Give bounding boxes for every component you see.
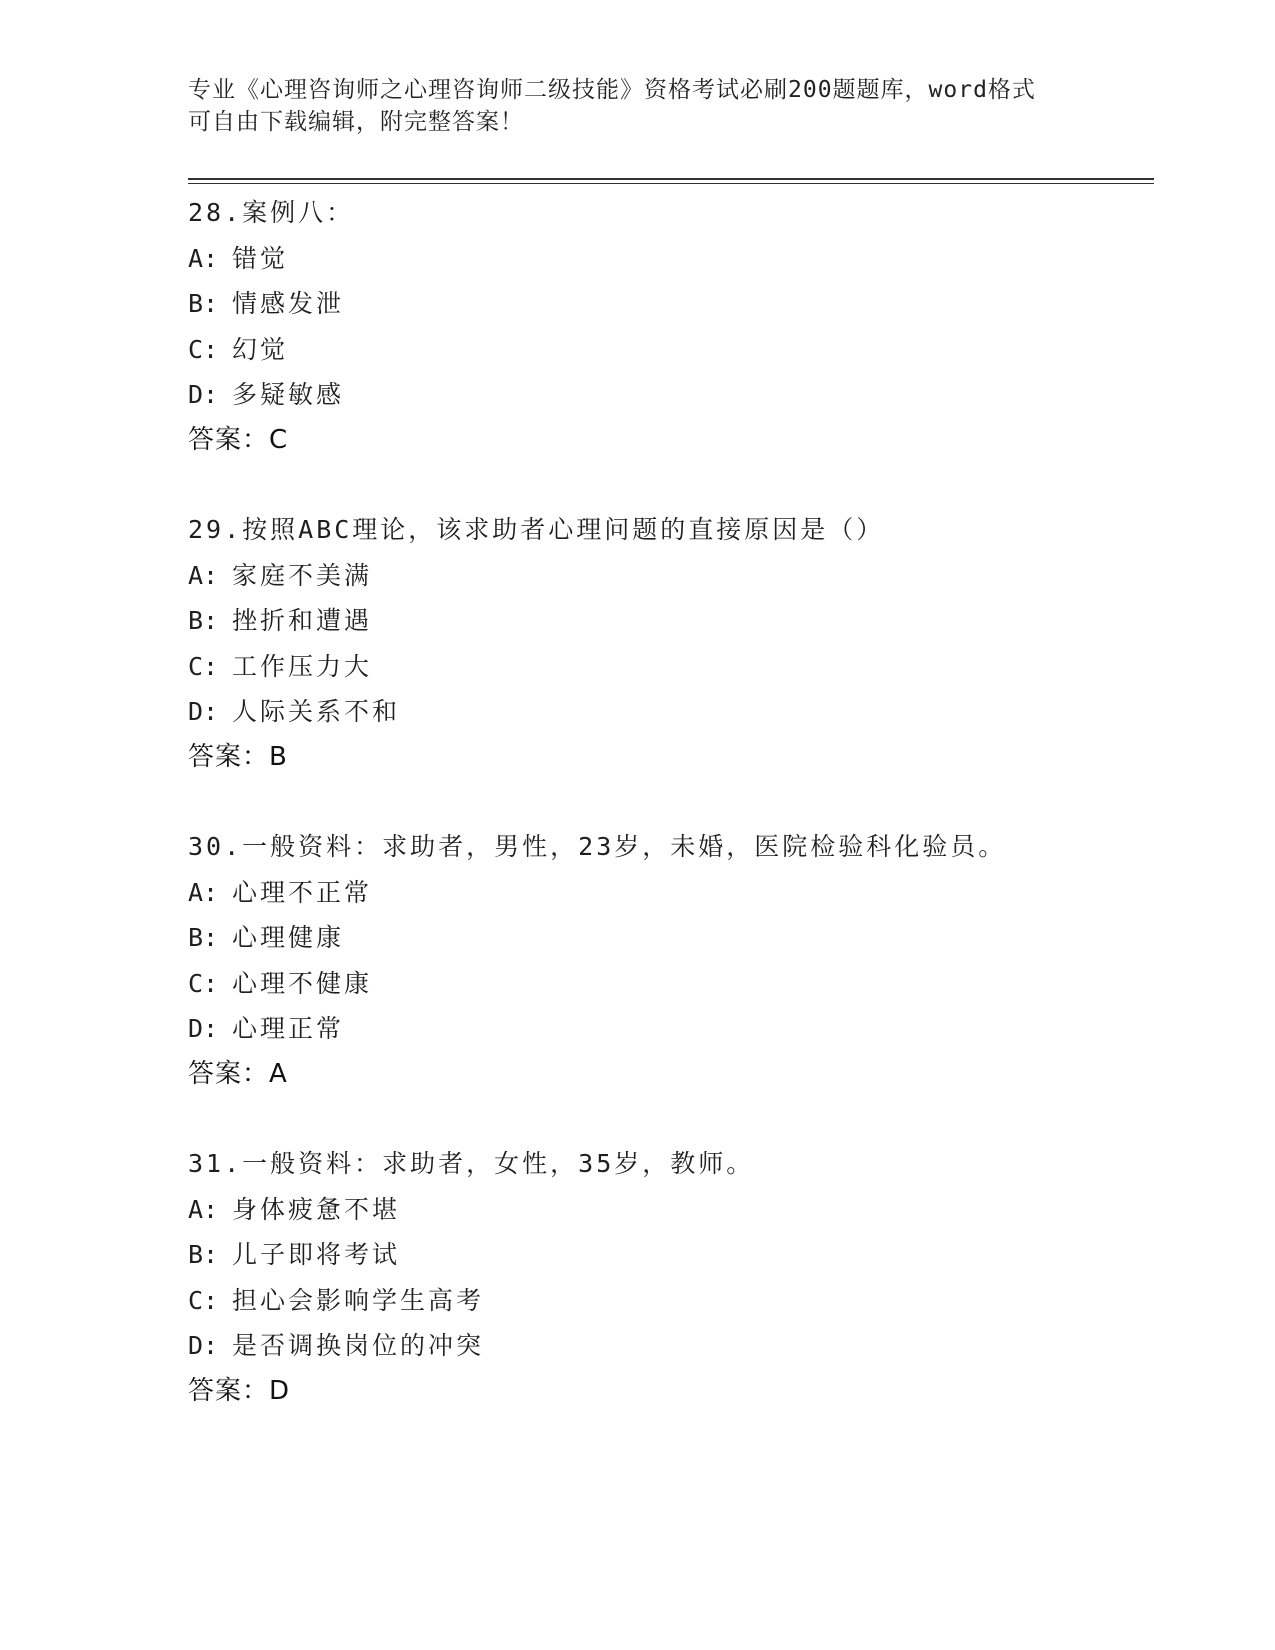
page-header — [188, 74, 1068, 138]
option-key: C: — [188, 1285, 219, 1315]
option-c — [188, 327, 1148, 373]
option-text: 多疑敏感 — [232, 380, 345, 409]
option-text: 是否调换岗位的冲突 — [232, 1331, 485, 1360]
option-b — [188, 598, 1148, 644]
question-28 — [188, 190, 1148, 463]
option-c — [188, 961, 1148, 1007]
option-key: D: — [188, 697, 219, 726]
option-text: 情感发泄 — [232, 289, 345, 318]
question-list — [188, 190, 1148, 1458]
option-text: 幻觉 — [232, 334, 289, 364]
option-key: A: — [188, 1194, 219, 1224]
option-key: B: — [188, 289, 219, 318]
answer: 答案：B — [188, 741, 288, 772]
header-line-1: 专业《心理咨询师之心理咨询师二级技能》资格考试必刷200题题库，word格式 — [188, 77, 1036, 103]
option-key: D: — [188, 1331, 219, 1360]
option-text: 心理健康 — [232, 923, 345, 952]
option-text: 工作压力大 — [232, 651, 373, 681]
option-key: C: — [188, 651, 219, 681]
option-text: 心理正常 — [232, 1014, 345, 1043]
option-key: D: — [188, 380, 219, 409]
option-key: A: — [188, 877, 219, 907]
answer: 答案：A — [188, 1058, 288, 1089]
option-a — [188, 236, 1148, 282]
option-text: 错觉 — [232, 243, 289, 273]
option-key: B: — [188, 1240, 219, 1269]
option-c — [188, 1278, 1148, 1324]
option-b — [188, 1232, 1148, 1278]
question-stem: 29.按照ABC理论，该求助者心理问题的直接原因是（） — [188, 515, 885, 544]
question-31 — [188, 1141, 1148, 1414]
option-b — [188, 915, 1148, 961]
option-c — [188, 644, 1148, 690]
question-30 — [188, 824, 1148, 1097]
option-b — [188, 281, 1148, 327]
option-a — [188, 1187, 1148, 1233]
option-key: B: — [188, 606, 219, 635]
option-text: 心理不健康 — [232, 968, 373, 998]
question-stem: 28.案例八： — [188, 198, 355, 227]
option-text: 人际关系不和 — [232, 697, 401, 726]
option-text: 身体疲惫不堪 — [232, 1194, 401, 1224]
option-text: 家庭不美满 — [232, 560, 373, 590]
option-text: 儿子即将考试 — [232, 1240, 401, 1269]
option-a — [188, 870, 1148, 916]
option-d — [188, 1323, 1148, 1369]
question-stem: 30.一般资料：求助者，男性，23岁，未婚，医院检验科化验员。 — [188, 832, 1007, 861]
header-line-2: 可自由下载编辑，附完整答案！ — [188, 109, 524, 135]
option-key: A: — [188, 243, 219, 273]
question-29 — [188, 507, 1148, 780]
header-divider — [188, 178, 1154, 184]
option-text: 挫折和遭遇 — [232, 606, 373, 635]
answer: 答案：D — [188, 1375, 291, 1406]
option-d — [188, 689, 1148, 735]
option-key: A: — [188, 560, 219, 590]
option-key: B: — [188, 923, 219, 952]
option-key: D: — [188, 1014, 219, 1043]
option-key: C: — [188, 968, 219, 998]
option-text: 担心会影响学生高考 — [232, 1285, 485, 1315]
answer: 答案：C — [188, 424, 289, 455]
option-d — [188, 372, 1148, 418]
option-d — [188, 1006, 1148, 1052]
option-text: 心理不正常 — [232, 877, 373, 907]
option-key: C: — [188, 334, 219, 364]
question-stem: 31.一般资料：求助者，女性，35岁，教师。 — [188, 1149, 755, 1178]
option-a — [188, 553, 1148, 599]
